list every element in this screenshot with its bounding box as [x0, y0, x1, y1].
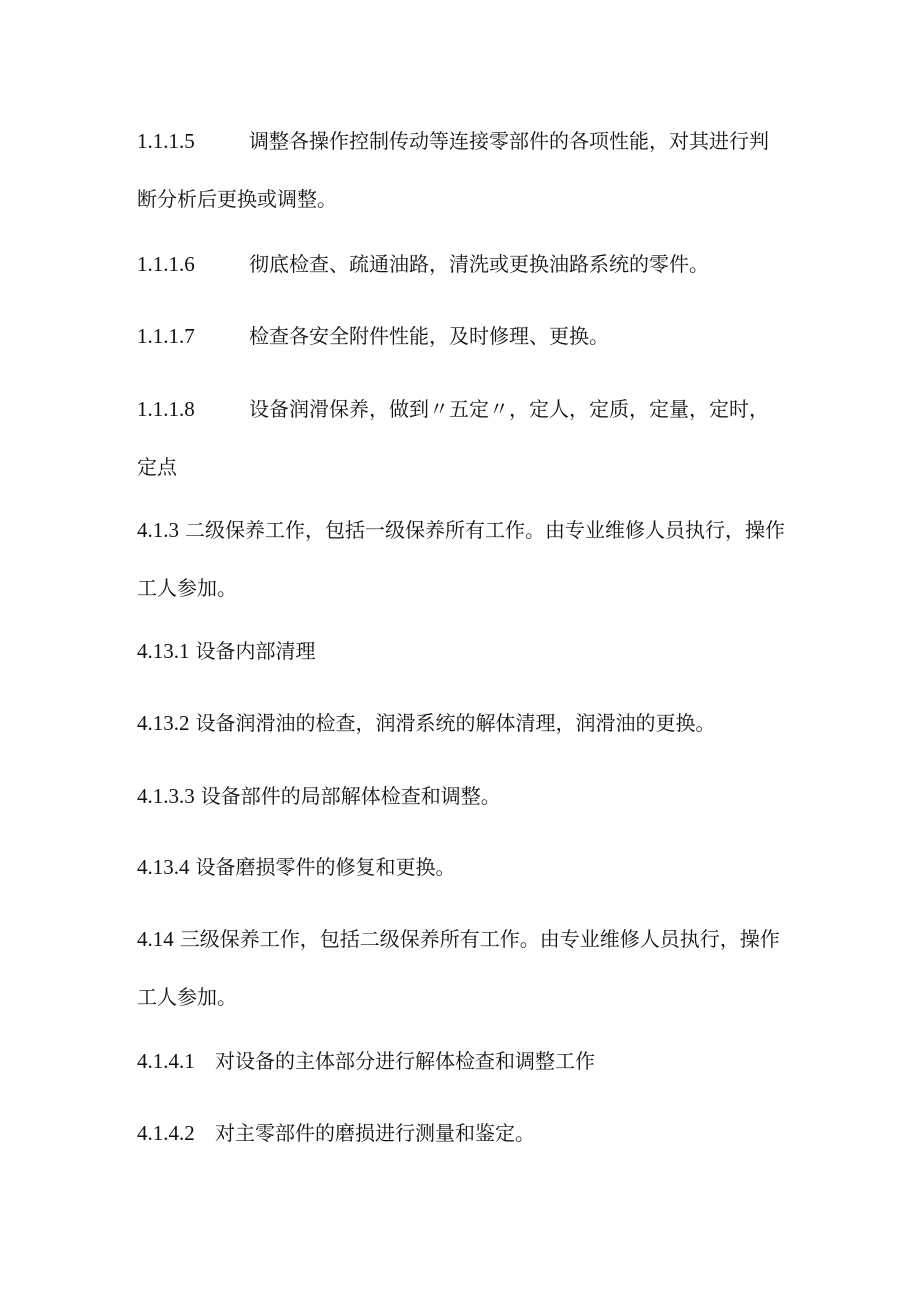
- section-4-1-3-3: [137, 767, 787, 825]
- section-text: 对设备的主体部分进行解体检查和调整工作: [215, 1049, 595, 1073]
- section-4-13-4: [137, 838, 787, 896]
- section-text: 检查各安全附件性能，及时修理、更换。: [249, 324, 609, 348]
- section-4-14: [137, 910, 787, 1026]
- section-number: 1.1.1.8: [137, 397, 195, 421]
- section-number: 4.1.3: [137, 518, 179, 542]
- section-number: 4.1.4.2: [137, 1121, 195, 1145]
- section-number: 4.1.3.3: [137, 784, 195, 808]
- section-4-1-4-1: [137, 1032, 787, 1090]
- section-1-1-1-6: [137, 235, 787, 293]
- section-text: 设备润滑油的检查，润滑系统的解体清理，润滑油的更换。: [195, 711, 716, 735]
- section-text: 三级保养工作，包括二级保养所有工作。由专业维修人员执行，操作工人参加。: [137, 927, 780, 1009]
- section-text: 调整各操作控制传动等连接零部件的各项性能，对其进行判断分析后更换或调整。: [137, 129, 769, 211]
- section-text: 设备内部清理: [195, 639, 316, 663]
- section-4-13-1: [137, 622, 787, 680]
- section-text: 设备部件的局部解体检查和调整。: [200, 784, 501, 808]
- section-text: 二级保养工作，包括一级保养所有工作。由专业维修人员执行，操作工人参加。: [137, 518, 785, 600]
- section-4-13-2: [137, 694, 787, 752]
- section-number: 1.1.1.7: [137, 324, 195, 348]
- section-4-1-4-2: [137, 1104, 787, 1162]
- section-number: 4.13.1: [137, 639, 190, 663]
- section-text: 设备润滑保养，做到〃五定〃，定人，定质，定量，定时，定点: [137, 397, 769, 479]
- section-number: 4.1.4.1: [137, 1049, 195, 1073]
- section-number: 1.1.1.5: [137, 129, 195, 153]
- section-number: 4.13.2: [137, 711, 190, 735]
- section-4-1-3: [137, 501, 787, 617]
- section-text: 对主零部件的磨损进行测量和鉴定。: [215, 1121, 535, 1145]
- section-number: 1.1.1.6: [137, 252, 195, 276]
- section-text: 设备磨损零件的修复和更换。: [195, 855, 456, 879]
- section-text: 彻底检查、疏通油路，清洗或更换油路系统的零件。: [249, 252, 709, 276]
- section-number: 4.13.4: [137, 855, 190, 879]
- section-1-1-1-5: [137, 112, 787, 228]
- section-number: 4.14: [137, 927, 174, 951]
- section-1-1-1-8: [137, 380, 787, 496]
- section-1-1-1-7: [137, 307, 787, 365]
